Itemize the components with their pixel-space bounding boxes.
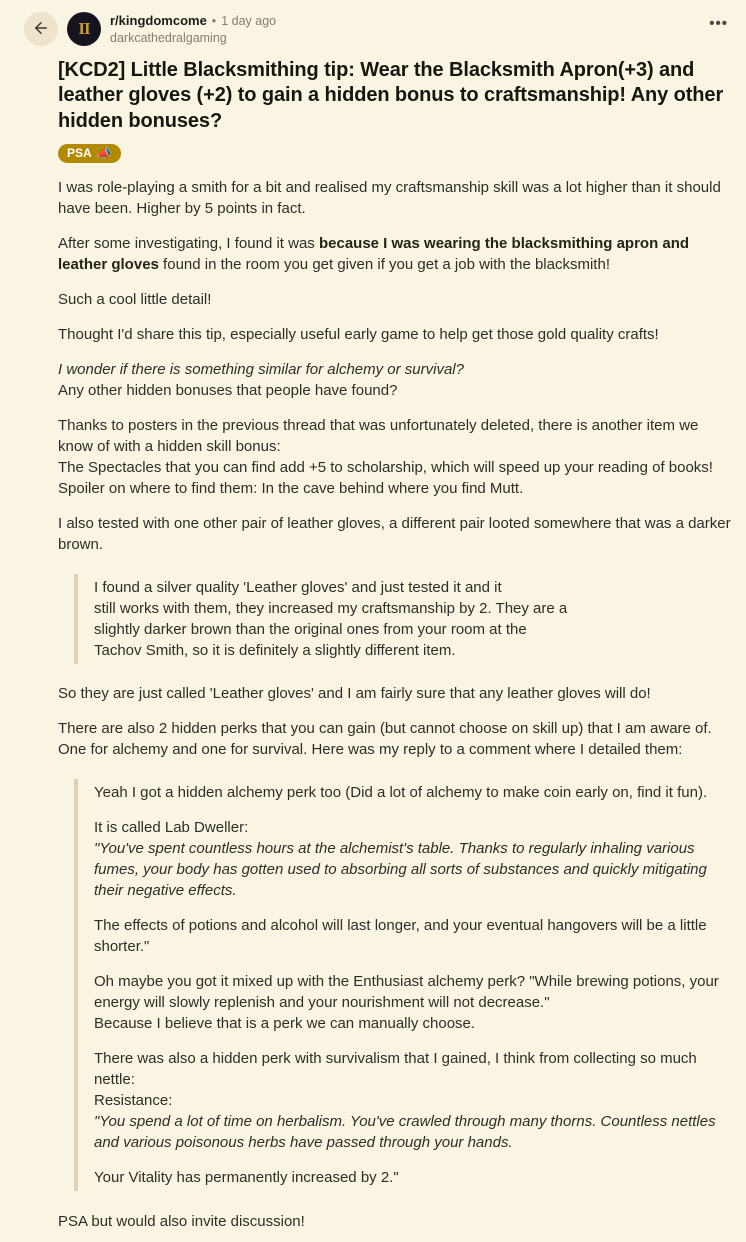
ellipsis-icon: ••• bbox=[709, 15, 728, 32]
back-arrow-icon bbox=[32, 19, 50, 40]
italic-lab-dweller-desc: "You've spent countless hours at the alchemist's table. Thanks to regularly inhaling various fumes, your body has gotten used to absorbing all sorts of substances and quickly mitigating their negative effects. bbox=[94, 840, 707, 900]
quote-potion-effects: The effects of potions and alcohol will last longer, and your eventual hangovers will be a little shorter." bbox=[94, 917, 707, 956]
paragraph-investigation: After some investigating, I found it was because I was wearing the blacksmithing apron and leather gloves found in the room you get given if you get a job with the blacksmith! bbox=[58, 235, 690, 274]
post-flair[interactable] bbox=[58, 144, 121, 163]
post-body bbox=[58, 177, 732, 1232]
post-timestamp: 1 day ago bbox=[221, 13, 277, 28]
quote-lab-dweller: It is called Lab Dweller: "You've spent countless hours at the alchemist's table. Thanks to regularly inhaling various fumes, your body has gotten used to absorbing all sorts of substances and quickly mitigating their negative effects. bbox=[94, 819, 707, 900]
post-title: [KCD2] Little Blacksmithing tip: Wear the Blacksmith Apron(+3) and leather gloves (+2) to gain a hidden bonus to craftsmanship! Any other hidden bonuses? bbox=[58, 59, 724, 132]
paragraph-closing: PSA but would also invite discussion! bbox=[58, 1213, 305, 1231]
italic-resistance-desc: "You spend a lot of time on herbalism. You've crawled through many thorns. Countless nettles and various poisonous herbs have passed through your hands. bbox=[94, 1113, 716, 1152]
paragraph-tested-gloves: I also tested with one other pair of leather gloves, a different pair looted somewhere that was a darker brown. bbox=[58, 515, 731, 554]
paragraph-cool-detail: Such a cool little detail! bbox=[58, 291, 212, 309]
post-meta bbox=[110, 13, 276, 46]
paragraph-hidden-perks: There are also 2 hidden perks that you can gain (but cannot choose on skill up) that I am aware of. One for alchemy and one for survival. Here was my reply to a comment where I detailed them: bbox=[58, 720, 712, 759]
paragraph-any-gloves: So they are just called 'Leather gloves' and I am fairly sure that any leather gloves will do! bbox=[58, 685, 651, 703]
flair-label: PSA bbox=[67, 146, 92, 161]
post-content bbox=[24, 58, 734, 1232]
quote-resistance: There was also a hidden perk with survivalism that I gained, I think from collecting so much nettle: Resistance: "You spend a lot of time on herbalism. You've crawled through many thorns. Countless nettles and various poisonous herbs have passed through your hands. bbox=[94, 1050, 716, 1152]
bold-apron-gloves: because I was wearing the blacksmithing apron and leather gloves bbox=[58, 235, 690, 274]
paragraph-intro: I was role-playing a smith for a bit and realised my craftsmanship skill was a lot higher than it should have been. Higher by 5 points in fact. bbox=[58, 179, 721, 218]
subreddit-avatar[interactable] bbox=[67, 12, 101, 46]
subreddit-name[interactable]: r/kingdomcome bbox=[110, 12, 207, 28]
quote-perk-reply bbox=[74, 779, 732, 1191]
back-button[interactable] bbox=[24, 12, 58, 46]
post-meta-top bbox=[110, 13, 276, 29]
post-author[interactable]: darkcathedralgaming bbox=[110, 30, 227, 45]
quote-alchemy-perk: Yeah I got a hidden alchemy perk too (Did a lot of alchemy to make coin early on, find it fun). bbox=[94, 784, 708, 802]
flair-megaphone-icon: 📣 bbox=[96, 146, 112, 161]
quote-leather-gloves-text: I found a silver quality 'Leather gloves' and just tested it and it still works with them, they increased my craftsmanship by 2. They are a slightly darker brown than the original ones from your room at the Tachov Smith, so it is definitely a slightly different item. bbox=[94, 579, 568, 660]
quote-leather-gloves bbox=[74, 574, 732, 664]
italic-wonder: I wonder if there is something similar for alchemy or survival? bbox=[58, 361, 464, 379]
paragraph-wonder: I wonder if there is something similar for alchemy or survival? Any other hidden bonuses that people have found? bbox=[58, 361, 464, 400]
avatar-monogram: II bbox=[78, 19, 90, 38]
paragraph-spectacles: Thanks to posters in the previous thread that was unfortunately deleted, there is another item we know of with a hidden skill bonus: The Spectacles that you can find add +5 to scholarship, which will speed up your reading of books! Spoiler on where to find them: In the cave behind where you find Mutt. bbox=[58, 417, 713, 498]
paragraph-share-tip: Thought I'd share this tip, especially useful early game to help get those gold quality crafts! bbox=[58, 326, 659, 344]
meta-separator: • bbox=[211, 13, 217, 28]
overflow-menu-button[interactable] bbox=[703, 12, 734, 35]
quote-vitality: Your Vitality has permanently increased by 2." bbox=[94, 1169, 399, 1187]
post-header bbox=[24, 12, 734, 46]
quote-enthusiast: Oh maybe you got it mixed up with the Enthusiast alchemy perk? "While brewing potions, your energy will slowly replenish and your nourishment will not decrease." Because I believe that is a perk we can manually choose. bbox=[94, 973, 719, 1033]
